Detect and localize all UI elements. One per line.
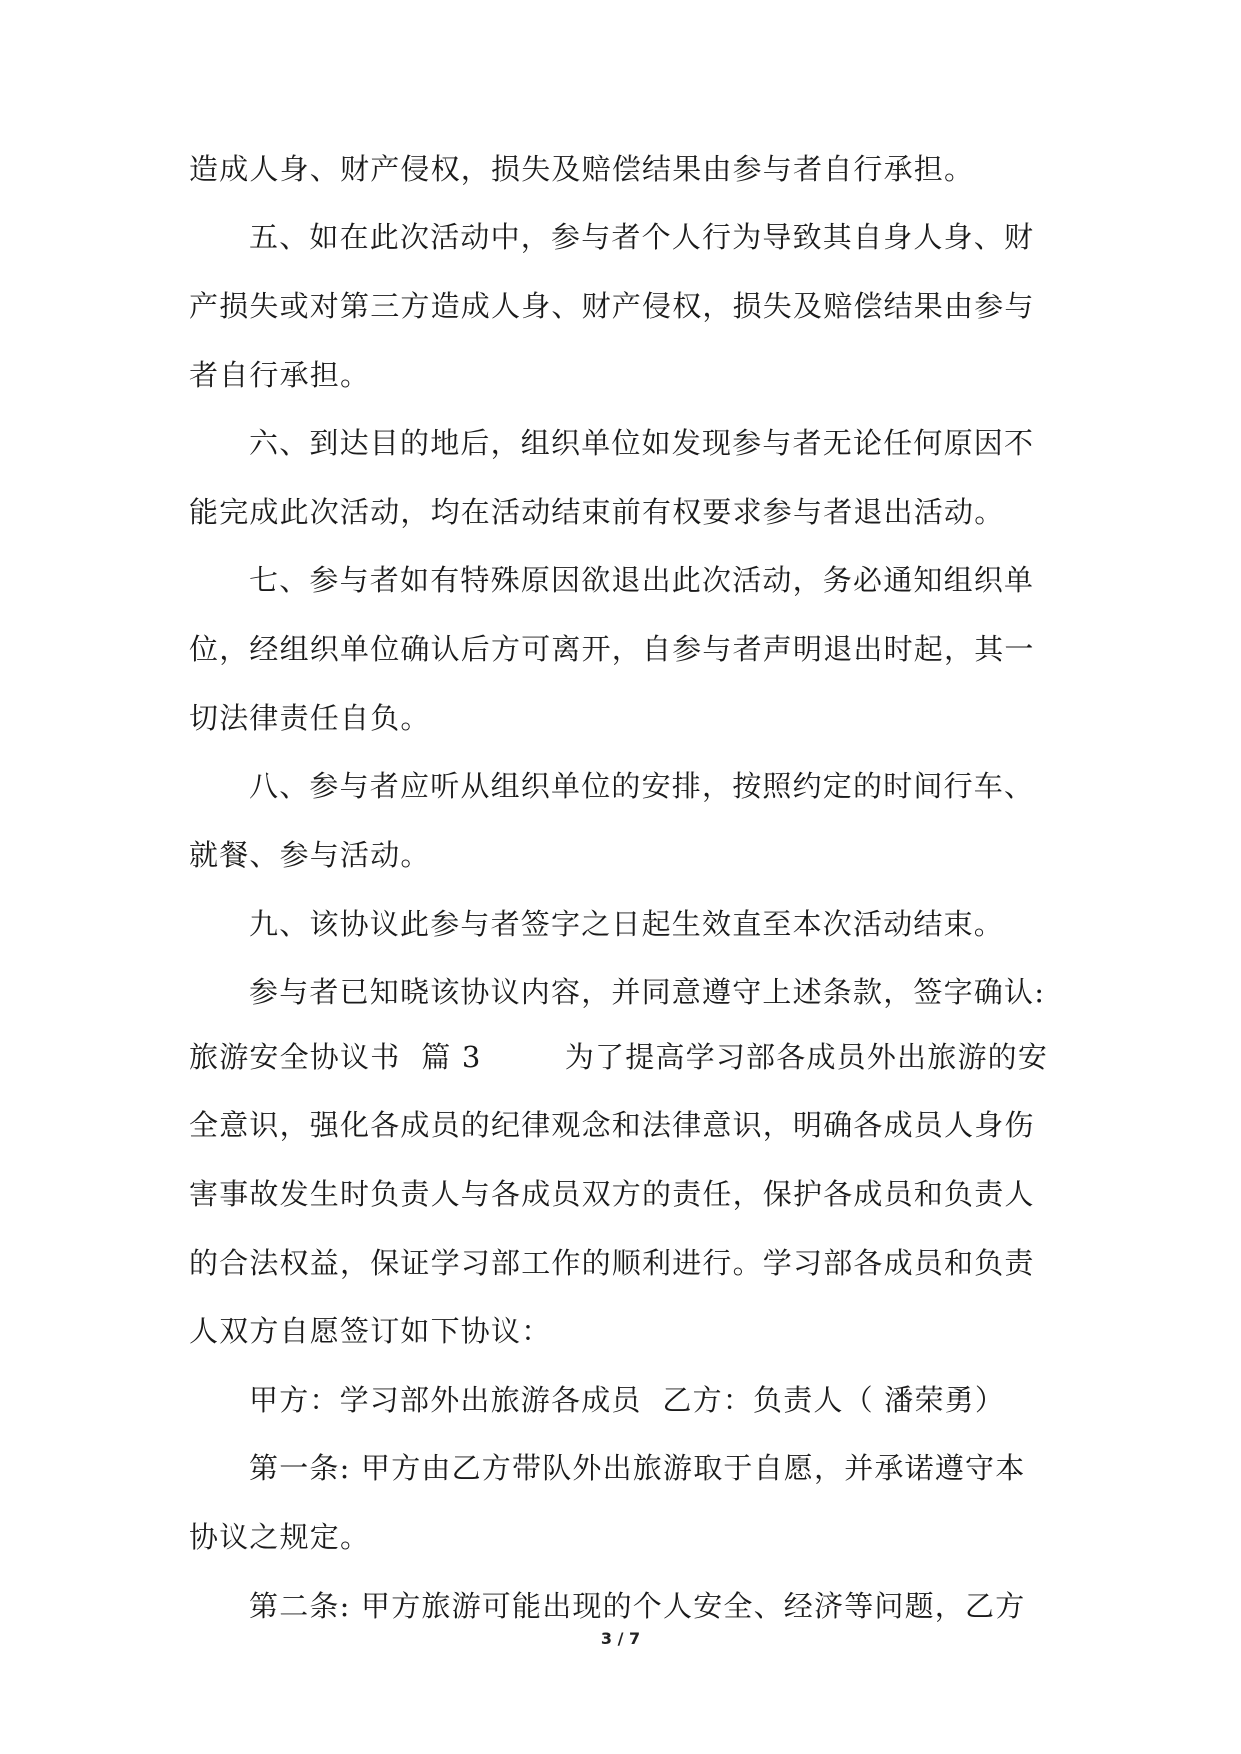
text-line: 第二条: 甲方旅游可能出现的个人安全、经济等问题，乙方 [249, 1589, 1026, 1623]
text-line: 七、参与者如有特殊原因欲退出此次活动，务必通知组织单 [249, 563, 1035, 597]
text-line: 者自行承担。 [189, 358, 371, 392]
text-line: 九、该协议此参与者签字之日起生效直至本次活动结束。 [249, 907, 1005, 941]
text-line: 旅游安全协议书 篇 3 为了提高学习部各成员外出旅游的安 [189, 1040, 1049, 1074]
text-line: 全意识，强化各成员的纪律观念和法律意识，明确各成员人身伤 [189, 1108, 1035, 1142]
text-line: 切法律责任自负。 [189, 701, 431, 735]
text-line: 的合法权益，保证学习部工作的顺利进行。学习部各成员和负责 [189, 1246, 1035, 1280]
text-line: 第一条: 甲方由乙方带队外出旅游取于自愿，并承诺遵守本 [249, 1451, 1026, 1485]
text-line: 协议之规定。 [189, 1520, 371, 1554]
text-line: 就餐、参与活动。 [189, 838, 431, 872]
text-line: 八、参与者应听从组织单位的安排，按照约定的时间行车、 [249, 769, 1035, 803]
text-line: 能完成此次活动，均在活动结束前有权要求参与者退出活动。 [189, 495, 1005, 529]
text-line: 参与者已知晓该协议内容，并同意遵守上述条款，签字确认: [249, 975, 1046, 1009]
text-line: 位，经组织单位确认后方可离开，自参与者声明退出时起，其一 [189, 632, 1035, 666]
text-line: 人双方自愿签订如下协议： [189, 1314, 552, 1348]
text-line: 造成人身、财产侵权，损失及赔偿结果由参与者自行承担。 [189, 152, 975, 186]
text-line: 产损失或对第三方造成人身、财产侵权，损失及赔偿结果由参与 [189, 289, 1035, 323]
text-line: 甲方：学习部外出旅游各成员 乙方：负责人（ 潘荣勇） [249, 1383, 1006, 1417]
text-line: 害事故发生时负责人与各成员双方的责任，保护各成员和负责人 [189, 1177, 1035, 1211]
page-number: 3 / 7 [600, 1629, 641, 1648]
text-line: 六、到达目的地后，组织单位如发现参与者无论任何原因不 [249, 426, 1035, 460]
text-line: 五、如在此次活动中，参与者个人行为导致其自身人身、财 [249, 220, 1035, 254]
